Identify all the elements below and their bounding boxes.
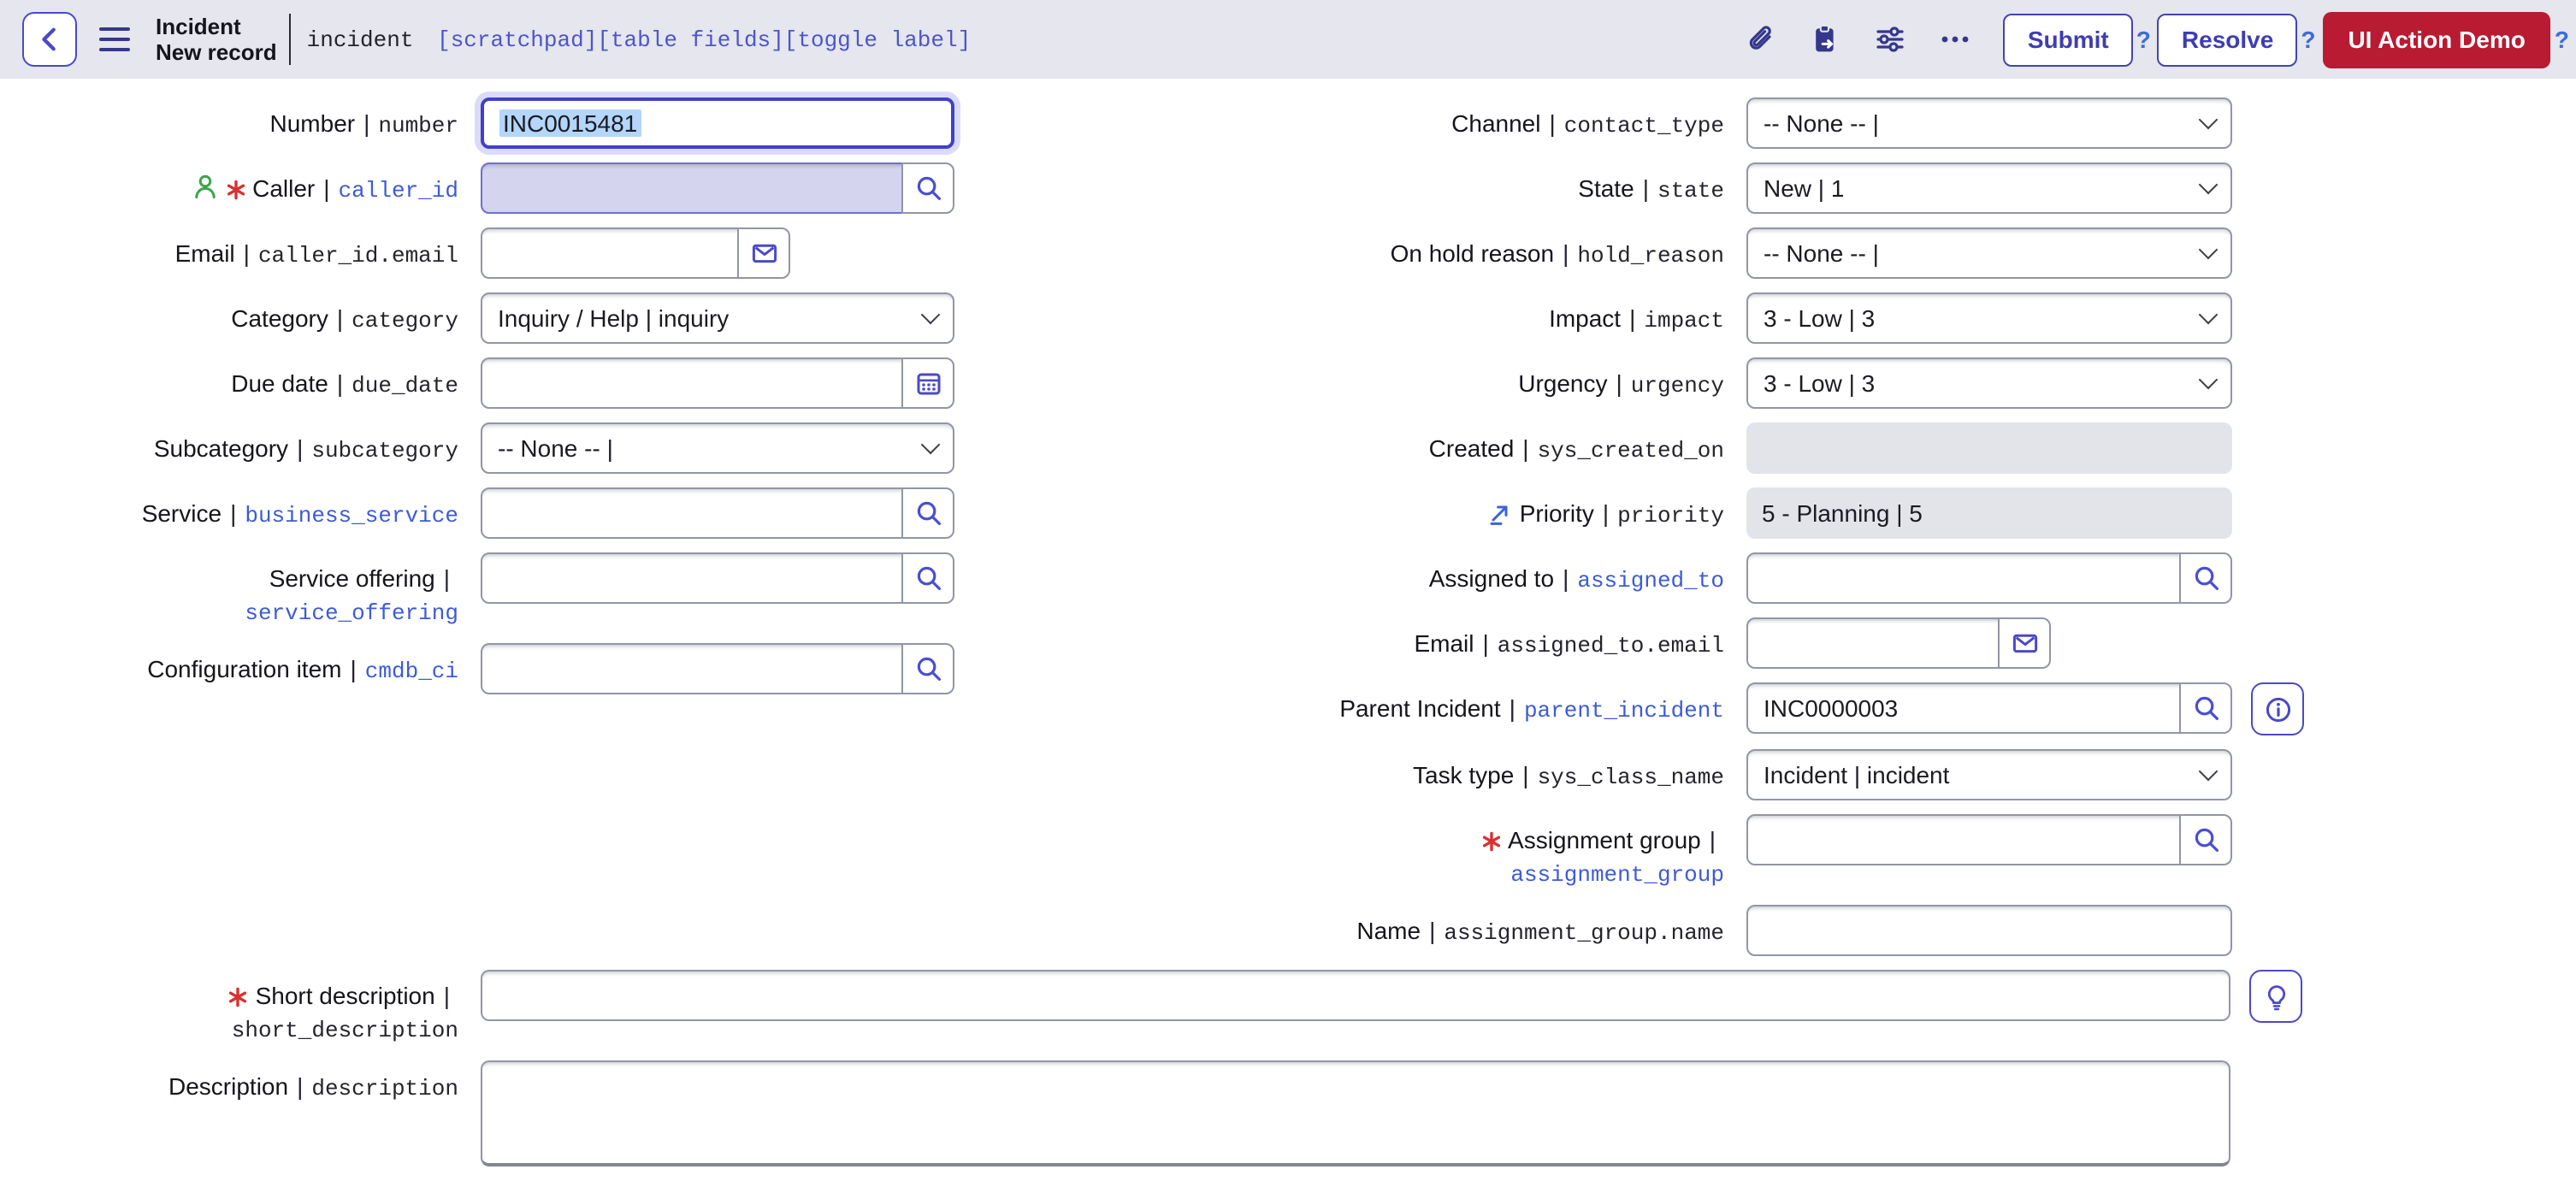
group-name-label (1095, 905, 1724, 949)
parent-incident-lookup-button[interactable] (2179, 682, 2232, 734)
chevron-down-icon (2199, 762, 2219, 782)
label-pipe: | (243, 239, 250, 267)
sliders-icon[interactable] (1874, 22, 1908, 56)
impact-label-text: Impact (1549, 304, 1622, 332)
caller-email-button[interactable] (737, 227, 790, 279)
form-column-right (1095, 97, 2304, 970)
urgency-select[interactable] (1746, 357, 2232, 409)
search-icon (2192, 826, 2219, 853)
caller-lookup-button[interactable] (901, 162, 954, 214)
hold-reason-label (1095, 227, 1724, 272)
label-pipe: | (230, 499, 237, 527)
chevron-down-icon (921, 305, 941, 325)
parent-incident-label-text: Parent Incident (1339, 694, 1501, 722)
priority-label-text: Priority (1519, 499, 1594, 527)
assigned-to-input[interactable] (1746, 552, 2181, 604)
caller-input[interactable] (481, 162, 903, 214)
clipboard-export-icon[interactable] (1809, 22, 1843, 56)
field-row-service-offering (0, 552, 954, 629)
service-offering-lookup-button[interactable] (901, 552, 954, 604)
number-input[interactable] (481, 97, 954, 149)
field-row-short-description (0, 970, 2302, 1047)
urgency-field-name: urgency (1630, 373, 1724, 399)
label-pipe: | (297, 1072, 304, 1100)
field-row-description (0, 1060, 2302, 1166)
task-type-label (1095, 749, 1724, 794)
search-icon (2192, 564, 2219, 592)
short-description-field-name: short_description (231, 1018, 458, 1043)
assigned-email-input[interactable] (1746, 617, 2000, 669)
mail-icon (2011, 629, 2038, 657)
chevron-down-icon (2199, 175, 2219, 195)
demo-help-mark[interactable]: ? (2554, 26, 2569, 53)
chevron-down-icon (2199, 240, 2219, 260)
field-row-group-name (1095, 905, 2304, 956)
assigned-email-button[interactable] (1998, 617, 2051, 669)
service-offering-input[interactable] (481, 552, 903, 604)
task-type-select[interactable] (1746, 749, 2232, 800)
configuration-item-field-name[interactable]: cmdb_ci (364, 658, 458, 684)
label-pipe: | (363, 109, 370, 137)
impact-value: 3 - Low | 3 (1764, 304, 1876, 332)
field-row-parent-incident (1095, 682, 2304, 735)
service-offering-label (0, 552, 458, 629)
service-label (0, 487, 458, 532)
form-column-left (0, 97, 954, 708)
assigned-email-label-text: Email (1414, 629, 1474, 657)
field-row-priority (1095, 487, 2304, 539)
label-pipe: | (1709, 826, 1716, 853)
service-label-text: Service (141, 499, 222, 527)
label-pipe: | (1616, 369, 1622, 397)
subcategory-label (0, 422, 458, 467)
mandatory-asterisk-icon (228, 987, 249, 1007)
task-type-label-text: Task type (1413, 761, 1515, 788)
chevron-down-icon (2199, 305, 2219, 325)
category-select[interactable] (481, 292, 954, 344)
configuration-item-lookup-button[interactable] (901, 643, 954, 694)
label-pipe: | (1549, 109, 1556, 137)
subcategory-value: -- None -- | (498, 434, 613, 462)
chevron-left-icon (24, 14, 75, 65)
channel-label-text: Channel (1451, 109, 1541, 137)
assigned-to-lookup-button[interactable] (2179, 552, 2232, 604)
due-date-input[interactable] (481, 357, 903, 409)
back-button[interactable] (22, 12, 77, 67)
menu-button[interactable] (99, 27, 130, 51)
mandatory-asterisk-icon (225, 180, 245, 200)
field-row-category (0, 292, 954, 344)
state-label (1095, 162, 1724, 207)
service-input[interactable] (481, 487, 903, 539)
page-title (156, 14, 277, 65)
category-label (0, 292, 458, 337)
suggestion-bulb-button[interactable] (2249, 970, 2302, 1023)
number-value: INC0015481 (499, 109, 641, 137)
mail-icon (750, 239, 777, 267)
number-field-name: number (378, 113, 458, 139)
more-options-icon[interactable] (1939, 22, 1973, 56)
label-pipe: | (336, 304, 344, 332)
field-row-hold-reason (1095, 227, 2304, 279)
label-pipe: | (350, 655, 357, 682)
header-bar (0, 0, 2576, 79)
description-field-name: description (311, 1076, 458, 1101)
number-label (0, 97, 458, 142)
field-row-state (1095, 162, 2304, 214)
label-pipe: | (1629, 304, 1636, 332)
ui-action-demo-button[interactable]: UI Action Demo (2322, 11, 2550, 68)
parent-incident-value: INC0000003 (1764, 694, 1899, 722)
subcategory-field-name: subcategory (311, 438, 458, 464)
assignment-group-label-text: Assignment group (1508, 826, 1701, 853)
search-icon (914, 174, 942, 202)
assigned-email-label (1095, 617, 1724, 662)
caller-label (0, 162, 458, 207)
search-icon (914, 564, 942, 592)
description-label (0, 1060, 458, 1105)
caller-email-field-name: caller_id.email (257, 243, 458, 269)
channel-value: -- None -- | (1764, 109, 1879, 137)
header-divider (289, 14, 292, 65)
state-field-name: state (1657, 178, 1724, 204)
derived-value-arrow-icon (1489, 501, 1513, 525)
field-row-number (0, 97, 954, 149)
category-value: Inquiry / Help | inquiry (498, 304, 730, 332)
priority-field-name: priority (1617, 503, 1724, 529)
caller-email-input[interactable] (481, 227, 739, 279)
service-offering-field-name[interactable]: service_offering (245, 600, 458, 626)
task-type-field-name: sys_class_name (1537, 765, 1724, 790)
created-readonly-field (1746, 422, 2232, 474)
assignment-group-lookup-button[interactable] (2179, 814, 2232, 865)
category-field-name: category (352, 308, 458, 334)
short-description-label-text: Short description (255, 982, 435, 1009)
description-label-text: Description (168, 1072, 289, 1100)
assigned-email-field-name: assigned_to.email (1497, 633, 1724, 658)
parent-incident-preview-button[interactable] (2251, 682, 2304, 735)
due-date-label (0, 357, 458, 402)
paperclip-icon[interactable] (1744, 22, 1778, 56)
label-pipe: | (1642, 174, 1649, 202)
configuration-item-label-text: Configuration item (147, 655, 342, 682)
channel-field-name: contact_type (1563, 113, 1724, 139)
impact-field-name: impact (1644, 308, 1724, 334)
priority-label (1095, 487, 1724, 532)
header-actions (1744, 11, 2576, 68)
configuration-item-label (0, 643, 458, 688)
assigned-to-field-name[interactable]: assigned_to (1577, 568, 1724, 594)
record-table-name: incident (306, 27, 414, 52)
info-icon (2264, 695, 2291, 723)
search-icon (2192, 694, 2219, 722)
chevron-down-icon (921, 435, 941, 455)
search-icon (914, 499, 942, 527)
lightbulb-icon (2262, 983, 2289, 1010)
assignment-group-input[interactable] (1746, 814, 2181, 865)
mandatory-asterisk-icon (1480, 831, 1501, 852)
urgency-label (1095, 357, 1724, 402)
field-row-task-type (1095, 749, 2304, 800)
submit-help-mark[interactable]: ? (2136, 26, 2151, 53)
field-row-urgency (1095, 357, 2304, 409)
label-pipe: | (1522, 434, 1529, 462)
task-type-value: Incident | incident (1764, 761, 1950, 788)
short-description-input[interactable] (481, 970, 2230, 1021)
description-textarea[interactable] (481, 1060, 2230, 1166)
priority-value: 5 - Planning | 5 (1762, 499, 1923, 527)
due-date-calendar-button[interactable] (901, 357, 954, 409)
state-label-text: State (1578, 174, 1634, 202)
field-row-subcategory (0, 422, 954, 474)
record-context-tags: [scratchpad][table fields][toggle label] (437, 27, 972, 52)
resolve-help-mark[interactable]: ? (2301, 26, 2316, 53)
due-date-label-text: Due date (231, 369, 328, 397)
hold-reason-label-text: On hold reason (1390, 239, 1555, 267)
service-offering-label-text: Service offering (269, 564, 435, 592)
subcategory-label-text: Subcategory (153, 434, 289, 462)
configuration-item-input[interactable] (481, 643, 903, 694)
page-title-line1: Incident (156, 14, 241, 39)
parent-incident-field-name[interactable]: parent_incident (1523, 698, 1724, 723)
chevron-down-icon (2199, 110, 2219, 130)
caller-email-label-text: Email (174, 239, 235, 267)
field-row-assigned-to (1095, 552, 2304, 604)
category-label-text: Category (231, 304, 328, 332)
created-label (1095, 422, 1724, 467)
submit-button[interactable]: Submit (2004, 13, 2133, 66)
created-field-name: sys_created_on (1537, 438, 1724, 464)
label-pipe: | (443, 982, 450, 1009)
person-icon (191, 173, 218, 200)
label-pipe: | (1563, 564, 1569, 592)
caller-email-label (0, 227, 458, 272)
priority-readonly-field (1746, 487, 2232, 539)
urgency-label-text: Urgency (1518, 369, 1608, 397)
field-row-channel (1095, 97, 2304, 149)
field-row-created (1095, 422, 2304, 474)
impact-select[interactable] (1746, 292, 2232, 344)
subcategory-select[interactable] (481, 422, 954, 474)
parent-incident-input[interactable] (1746, 682, 2181, 734)
field-row-configuration-item (0, 643, 954, 694)
label-pipe: | (323, 174, 330, 202)
label-pipe: | (297, 434, 304, 462)
caller-label-text: Caller (252, 174, 316, 202)
field-row-assignment-group (1095, 814, 2304, 891)
service-field-name[interactable]: business_service (245, 503, 458, 529)
record-context (307, 27, 972, 52)
label-pipe: | (443, 564, 450, 592)
label-pipe: | (1509, 694, 1515, 722)
field-row-assigned-email (1095, 617, 2304, 669)
group-name-label-text: Name (1356, 917, 1421, 944)
resolve-button[interactable]: Resolve (2158, 13, 2297, 66)
service-lookup-button[interactable] (901, 487, 954, 539)
label-pipe: | (1522, 761, 1529, 788)
caller-field-name[interactable]: caller_id (338, 178, 458, 204)
label-pipe: | (1563, 239, 1569, 267)
label-pipe: | (1429, 917, 1436, 944)
field-row-impact (1095, 292, 2304, 344)
hold-reason-field-name: hold_reason (1577, 243, 1724, 269)
number-label-text: Number (269, 109, 356, 137)
chevron-down-icon (2199, 370, 2219, 390)
state-select[interactable] (1746, 162, 2232, 214)
assignment-group-label (1095, 814, 1724, 891)
assigned-to-label-text: Assigned to (1428, 564, 1555, 592)
channel-label (1095, 97, 1724, 142)
short-description-label (0, 970, 458, 1047)
field-row-due-date (0, 357, 954, 409)
hold-reason-select[interactable] (1746, 227, 2232, 279)
created-label-text: Created (1428, 434, 1515, 462)
form-bottom-section (0, 970, 2302, 1180)
assigned-to-label (1095, 552, 1724, 597)
field-row-caller-email (0, 227, 954, 279)
assignment-group-field-name[interactable]: assignment_group (1510, 862, 1724, 888)
parent-incident-label (1095, 682, 1724, 727)
label-pipe: | (1482, 629, 1489, 657)
due-date-field-name: due_date (352, 373, 458, 399)
field-row-service (0, 487, 954, 539)
hold-reason-value: -- None -- | (1764, 239, 1879, 267)
state-value: New | 1 (1764, 174, 1845, 202)
impact-label (1095, 292, 1724, 337)
page-title-line2: New record (156, 39, 277, 65)
search-icon (914, 655, 942, 682)
group-name-field-name: assignment_group.name (1444, 920, 1724, 946)
urgency-value: 3 - Low | 3 (1764, 369, 1876, 397)
field-row-caller (0, 162, 954, 214)
calendar-icon (914, 369, 942, 397)
group-name-input[interactable] (1746, 905, 2232, 956)
channel-select[interactable] (1746, 97, 2232, 149)
label-pipe: | (336, 369, 344, 397)
label-pipe: | (1602, 499, 1610, 527)
